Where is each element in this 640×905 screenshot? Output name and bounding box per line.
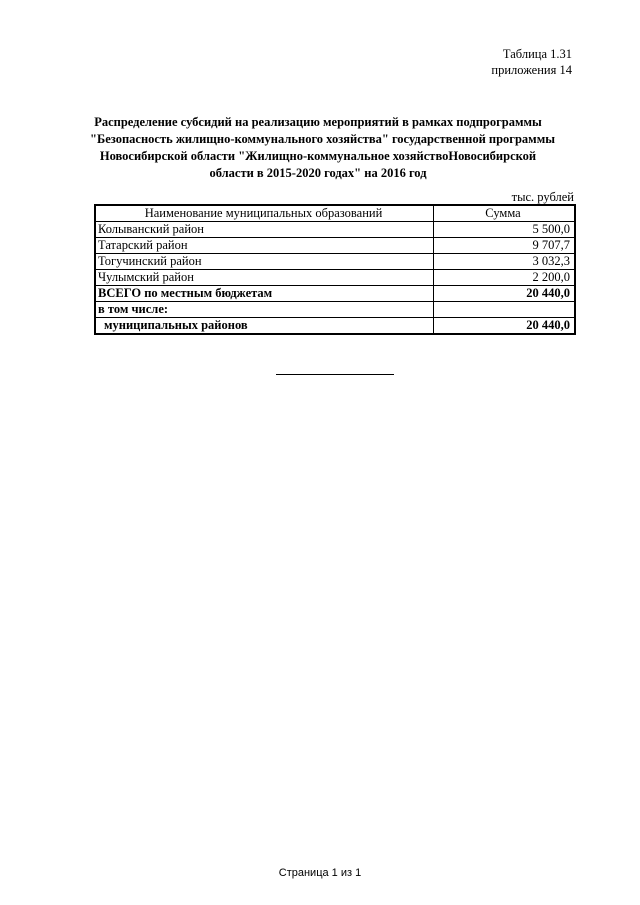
municipality-name: Чулымский район [95,270,434,286]
table-row [95,270,575,286]
table-row [95,222,575,238]
subsidy-table [94,204,576,335]
title-line: области в 2015-2020 годах" на 2016 год [209,166,427,180]
subsidy-amount: 3 032,3 [434,254,576,270]
including-label: в том числе: [95,302,434,318]
units-label: тыс. рублей [511,190,574,204]
districts-row [95,318,575,335]
appendix-number: приложения 14 [491,63,572,77]
districts-label: муниципальных районов [95,318,434,335]
title-line: "Безопасность жилищно-коммунального хозяйства" государственной программы [90,132,555,146]
subsidy-amount: 9 707,7 [434,238,576,254]
total-row [95,286,575,302]
total-label: ВСЕГО по местным бюджетам [95,286,434,302]
municipality-name: Тогучинский район [95,254,434,270]
municipality-name: Татарский район [95,238,434,254]
subsidy-amount: 2 200,0 [434,270,576,286]
page-number: Страница 1 из 1 [278,867,362,879]
including-row [95,302,575,318]
title-line: Распределение субсидий на реализацию мероприятий в рамках подпрограммы [94,115,542,129]
table-number: Таблица 1.31 [502,47,572,61]
subsidy-amount: 5 500,0 [434,222,576,238]
title-line: Новосибирской области "Жилищно-коммунальное хозяйствоНовосибирской [99,149,537,163]
total-amount: 20 440,0 [434,286,576,302]
column-header-name: Наименование муниципальных образований [95,205,434,222]
table-header-row [95,205,575,222]
table-reference [491,46,572,78]
divider-line [276,374,394,375]
table-row [95,254,575,270]
districts-amount: 20 440,0 [434,318,576,335]
document-title [90,114,555,182]
municipality-name: Колыванский район [95,222,434,238]
table-row [95,238,575,254]
column-header-amount: Сумма [434,205,576,222]
including-amount [434,302,576,318]
